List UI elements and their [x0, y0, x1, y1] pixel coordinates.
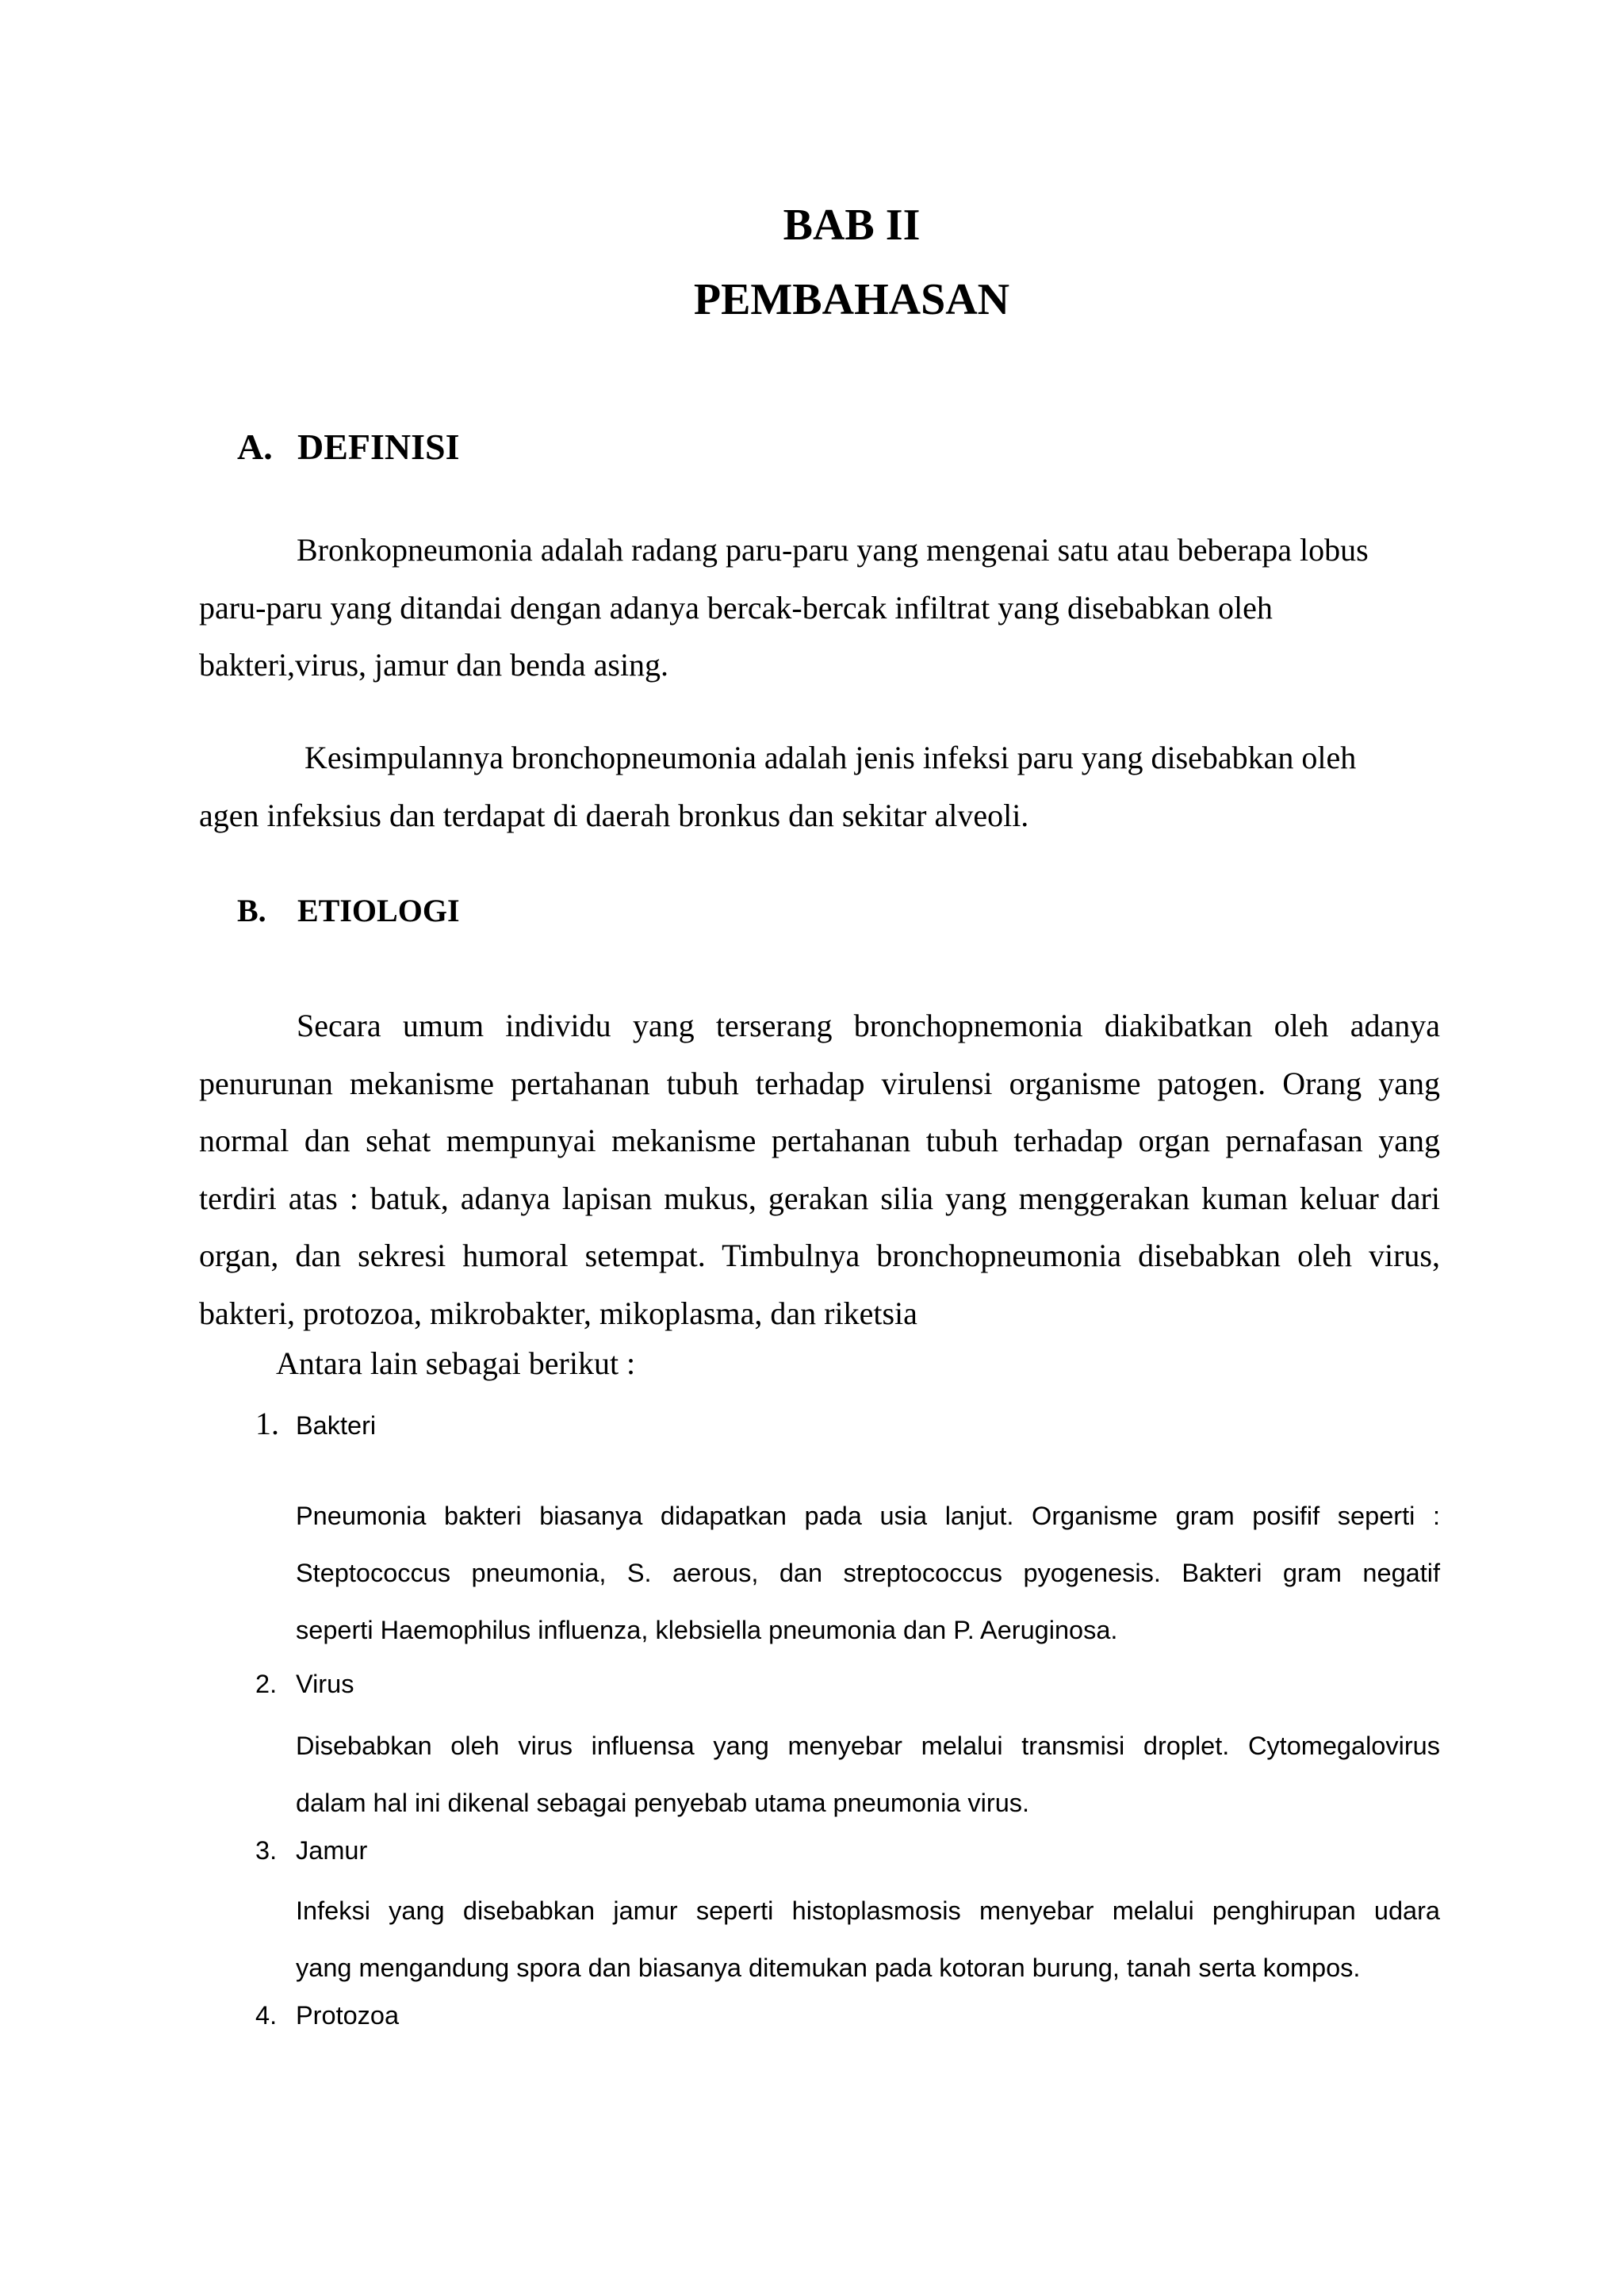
section-a-letter: A.	[237, 427, 273, 467]
etiology-line: normal dan sehat mempunyai mekanisme pertahanan tubuh terhadap organ pernafasan yang	[199, 1123, 1440, 1158]
conclusion-paragraph	[199, 729, 1440, 844]
list-desc-virus: Disebabkan oleh virus influensa yang menyebar melalui transmisi droplet. Cytomegalovirus dalam hal ini dikenal sebagai penyebab utama pneumonia virus.	[296, 1732, 1440, 1817]
etiology-line: terdiri atas : batuk, adanya lapisan mukus, gerakan silia yang menggerakan kuman keluar dari	[199, 1180, 1440, 1216]
etiology-paragraph	[199, 997, 1440, 1342]
etiology-line: penurunan mekanisme pertahanan tubuh terhadap virulensi organisme patogen. Orang yang	[199, 1065, 1440, 1101]
chapter-title: PEMBAHASAN	[693, 275, 1010, 324]
list-label-bakteri: Bakteri	[296, 1411, 377, 1440]
list-label-protozoa: Protozoa	[296, 2001, 400, 2030]
definition-line: paru-paru yang ditandai dengan adanya bercak-bercak infiltrat yang disebabkan oleh	[199, 589, 1273, 626]
list-number: 3.	[255, 1836, 278, 1865]
list-intro: Antara lain sebagai berikut :	[276, 1345, 636, 1381]
list-number: 2.	[255, 1670, 278, 1698]
section-b-heading-text: ETIOLOGI	[297, 893, 460, 928]
section-a-heading	[237, 425, 460, 469]
list-desc-bakteri: Pneumonia bakteri biasanya didapatkan pada usia lanjut. Organisme gram posifif seperti : Steptococcus pneumonia, S. aerous, dan streptococcus pyogenesis. Bakteri gram negatif seperti Haemophilus influenza, klebsiella pneumonia dan P. Aeruginosa.	[296, 1502, 1440, 1644]
definition-line: bakteri,virus, jamur dan benda asing.	[199, 647, 669, 683]
definition-paragraph	[199, 522, 1440, 695]
section-b-heading	[237, 891, 460, 931]
list-label-jamur: Jamur	[296, 1836, 368, 1865]
section-a-heading-text: DEFINISI	[297, 427, 460, 467]
conclusion-line: agen infeksius dan terdapat di daerah bronkus dan sekitar alveoli.	[199, 797, 1029, 833]
conclusion-line: Kesimpulannya bronchopneumonia adalah jenis infeksi paru yang disebabkan oleh	[304, 740, 1357, 775]
etiology-line: organ, dan sekresi humoral setempat. Timbulnya bronchopneumonia disebabkan oleh virus,	[199, 1238, 1440, 1273]
list-number: 4.	[255, 2001, 278, 2030]
list-label-virus: Virus	[296, 1670, 354, 1698]
etiology-line: bakteri, protozoa, mikrobakter, mikoplasma, dan riketsia	[199, 1295, 917, 1331]
definition-line: Bronkopneumonia adalah radang paru-paru yang mengenai satu atau beberapa lobus	[297, 532, 1369, 568]
chapter-number: BAB II	[783, 201, 921, 250]
section-b-letter: B.	[237, 893, 266, 928]
list-number: 1.	[255, 1406, 279, 1441]
list-desc-jamur: Infeksi yang disebabkan jamur seperti histoplasmosis menyebar melalui penghirupan udara yang mengandung spora dan biasanya ditemukan pada kotoran burung, tanah serta kompos.	[296, 1896, 1440, 1982]
etiology-line: Secara umum individu yang terserang bronchopnemonia diakibatkan oleh adanya	[297, 1008, 1440, 1043]
